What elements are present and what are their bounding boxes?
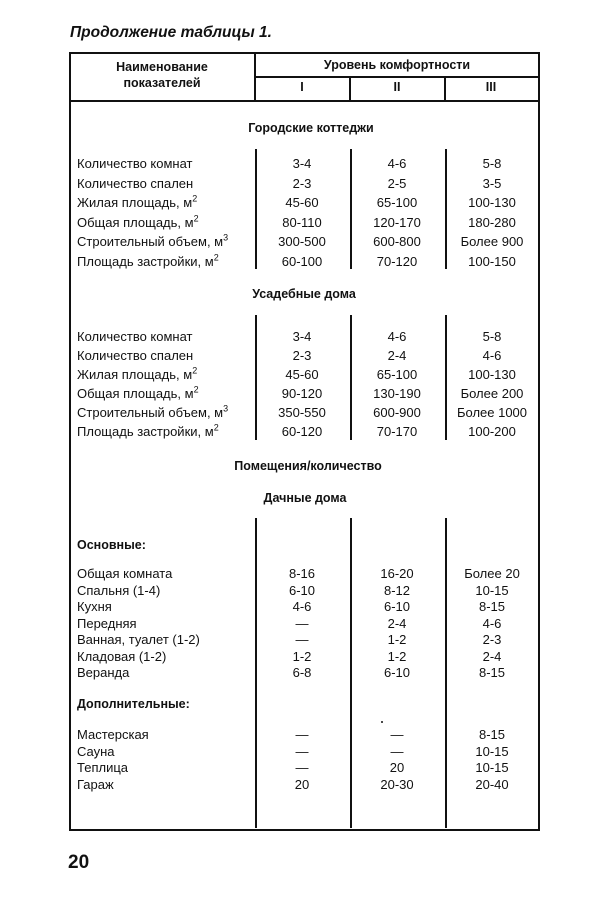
value-cell-level-1: —	[295, 727, 309, 742]
value-cell-level-3: 8-15	[478, 727, 506, 742]
value-cell-level-1: 2-3	[292, 175, 312, 191]
value-cell-level-1: 60-120	[281, 424, 323, 439]
value-cell-level-1: 8-16	[288, 566, 316, 581]
value-cell-level-2: 6-10	[383, 665, 411, 680]
page-number: 20	[68, 852, 90, 873]
value-cell-level-3: Более 20	[464, 566, 520, 581]
value-cell-level-1: 3-4	[292, 329, 312, 344]
unit-exponent: 2	[213, 422, 219, 433]
value-cell-level-3: 4-6	[482, 348, 502, 363]
value-cell-level-1: 350-550	[278, 405, 326, 420]
level-2-header: II	[393, 80, 401, 94]
value-cell-level-2: 8-12	[383, 582, 411, 598]
value-cell-level-2: 6-10	[383, 599, 411, 614]
value-cell-level-3: 100-130	[468, 195, 516, 211]
section-estates: Усадебные дома	[252, 287, 356, 301]
value-cell-level-3: 8-15	[478, 599, 506, 614]
value-cell-level-1: 60-100	[281, 254, 323, 269]
value-cell-level-1: 90-120	[281, 386, 323, 401]
value-cell-level-1: —	[295, 743, 309, 759]
value-cell-level-2: —	[390, 743, 404, 759]
value-cell-level-3: 180-280	[468, 214, 516, 230]
row-label: Площадь застройки, $м^2$	[77, 422, 219, 439]
value-cell-level-3: Более 1000	[456, 405, 528, 420]
value-cell-level-1: 4-6	[292, 599, 312, 614]
row-label: Площадь застройки, $м^2$	[77, 252, 219, 269]
value-cell-level-1: 300-500	[278, 234, 326, 250]
value-cell-level-3: 100-130	[468, 367, 516, 382]
value-cell-level-2: 20-30	[380, 776, 414, 792]
value-cell-level-2: 1-2	[387, 648, 407, 664]
row-label: Ванная, туалет (1-2)	[77, 632, 200, 647]
row-label: Мастерская	[77, 727, 149, 742]
value-cell-level-1: 80-110	[282, 214, 322, 230]
col-sep-1b	[255, 315, 257, 440]
value-cell-level-1: 45-60	[285, 195, 319, 211]
print-speck	[381, 721, 383, 723]
level-3-header: III	[485, 80, 497, 94]
value-cell-level-1: —	[295, 760, 309, 775]
col-sep-3c	[445, 518, 447, 828]
value-cell-level-3: 20-40	[475, 776, 509, 792]
value-cell-level-2: 16-20	[380, 566, 414, 581]
value-cell-level-2: 2-4	[387, 615, 407, 631]
name-col-header-1: Наименование	[116, 60, 208, 74]
value-cell-level-1: —	[295, 632, 309, 647]
row-label: Кладовая (1-2)	[77, 648, 167, 664]
header-divider-name	[254, 52, 256, 102]
row-label: Количество спален	[77, 175, 194, 191]
value-cell-level-2: 65-100	[376, 195, 418, 211]
section-dachas: Дачные дома	[263, 491, 347, 505]
row-label: Количество комнат	[77, 329, 193, 344]
col-sep-1c	[255, 518, 257, 828]
col-sep-3b	[445, 315, 447, 440]
col-sep-1a	[255, 149, 257, 269]
row-label: Гараж	[77, 776, 114, 792]
name-col-header-2: показателей	[123, 76, 201, 90]
row-label: Сауна	[77, 743, 115, 759]
value-cell-level-2: 2-5	[387, 175, 407, 191]
value-cell-level-3: 2-4	[482, 648, 502, 664]
value-cell-level-3: 100-150	[468, 254, 516, 269]
unit-exponent: 2	[193, 213, 199, 224]
row-label: Количество спален	[77, 348, 194, 363]
value-cell-level-2: 600-800	[373, 234, 421, 250]
value-cell-level-2: 20	[389, 760, 405, 775]
unit-exponent: 2	[213, 252, 219, 263]
row-label: Жилая площадь, $м^2$	[77, 365, 198, 382]
header-divider-2	[444, 76, 446, 102]
unit-exponent: 3	[223, 403, 229, 414]
table-caption: Продолжение таблицы 1.	[70, 24, 272, 41]
value-cell-level-3: 8-15	[478, 665, 506, 680]
row-label: Кухня	[77, 599, 112, 614]
value-cell-level-3: 4-6	[482, 615, 502, 631]
header-bottom-rule	[69, 100, 540, 102]
unit-exponent: 2	[192, 365, 198, 376]
value-cell-level-1: 20	[294, 776, 310, 792]
section-cottages: Городские коттеджи	[248, 121, 374, 135]
row-label: Строительный объем, $м^3$	[77, 403, 229, 420]
level-title: Уровень комфортности	[323, 58, 471, 72]
value-cell-level-2: 4-6	[387, 329, 407, 344]
unit-exponent: 2	[193, 384, 199, 395]
row-label: Количество комнат	[77, 156, 193, 171]
row-label: Жилая площадь, $м^2$	[77, 193, 198, 211]
value-cell-level-3: 10-15	[475, 582, 509, 598]
row-label: Общая комната	[77, 566, 173, 581]
col-sep-2b	[350, 315, 352, 440]
level-1-header: I	[300, 80, 304, 94]
row-label: Спальня (1-4)	[77, 582, 161, 598]
value-cell-level-2: 1-2	[387, 632, 407, 647]
row-label: Веранда	[77, 665, 130, 680]
section-rooms-qty: Помещения/количество	[234, 459, 382, 473]
value-cell-level-2: —	[390, 727, 404, 742]
value-cell-level-2: 600-900	[373, 405, 421, 420]
value-cell-level-3: 2-3	[482, 632, 502, 647]
level-title-rule	[255, 76, 540, 78]
value-cell-level-2: 70-170	[376, 424, 418, 439]
section-main: Основные:	[77, 538, 146, 552]
col-sep-2c	[350, 518, 352, 828]
header-divider-1	[349, 76, 351, 102]
value-cell-level-1: 45-60	[285, 367, 319, 382]
unit-exponent: 3	[223, 233, 229, 244]
row-label: Общая площадь, $м^2$	[77, 213, 199, 230]
value-cell-level-2: 70-120	[376, 254, 418, 269]
value-cell-level-1: 6-10	[288, 582, 316, 598]
value-cell-level-3: Более 900	[460, 234, 524, 250]
value-cell-level-2: 2-4	[387, 348, 407, 363]
row-label: Общая площадь, $м^2$	[77, 384, 199, 401]
value-cell-level-1: 2-3	[292, 348, 312, 363]
value-cell-level-3: Более 200	[460, 386, 524, 401]
value-cell-level-1: 6-8	[292, 665, 312, 680]
value-cell-level-1: —	[295, 615, 309, 631]
value-cell-level-2: 65-100	[376, 367, 418, 382]
value-cell-level-3: 10-15	[475, 760, 509, 775]
value-cell-level-3: 5-8	[482, 156, 502, 171]
value-cell-level-3: 10-15	[475, 743, 509, 759]
value-cell-level-3: 3-5	[482, 175, 502, 191]
value-cell-level-3: 5-8	[482, 329, 502, 344]
col-sep-2a	[350, 149, 352, 269]
value-cell-level-3: 100-200	[468, 424, 516, 439]
value-cell-level-1: 3-4	[292, 156, 312, 171]
value-cell-level-2: 120-170	[373, 214, 421, 230]
unit-exponent: 2	[192, 193, 198, 204]
row-label: Передняя	[77, 615, 137, 631]
col-sep-3a	[445, 149, 447, 269]
value-cell-level-2: 130-190	[373, 386, 421, 401]
section-extra: Дополнительные:	[77, 697, 190, 711]
value-cell-level-1: 1-2	[292, 648, 312, 664]
row-label: Теплица	[77, 760, 129, 775]
value-cell-level-2: 4-6	[387, 156, 407, 171]
row-label: Строительный объем, $м^3$	[77, 233, 229, 250]
